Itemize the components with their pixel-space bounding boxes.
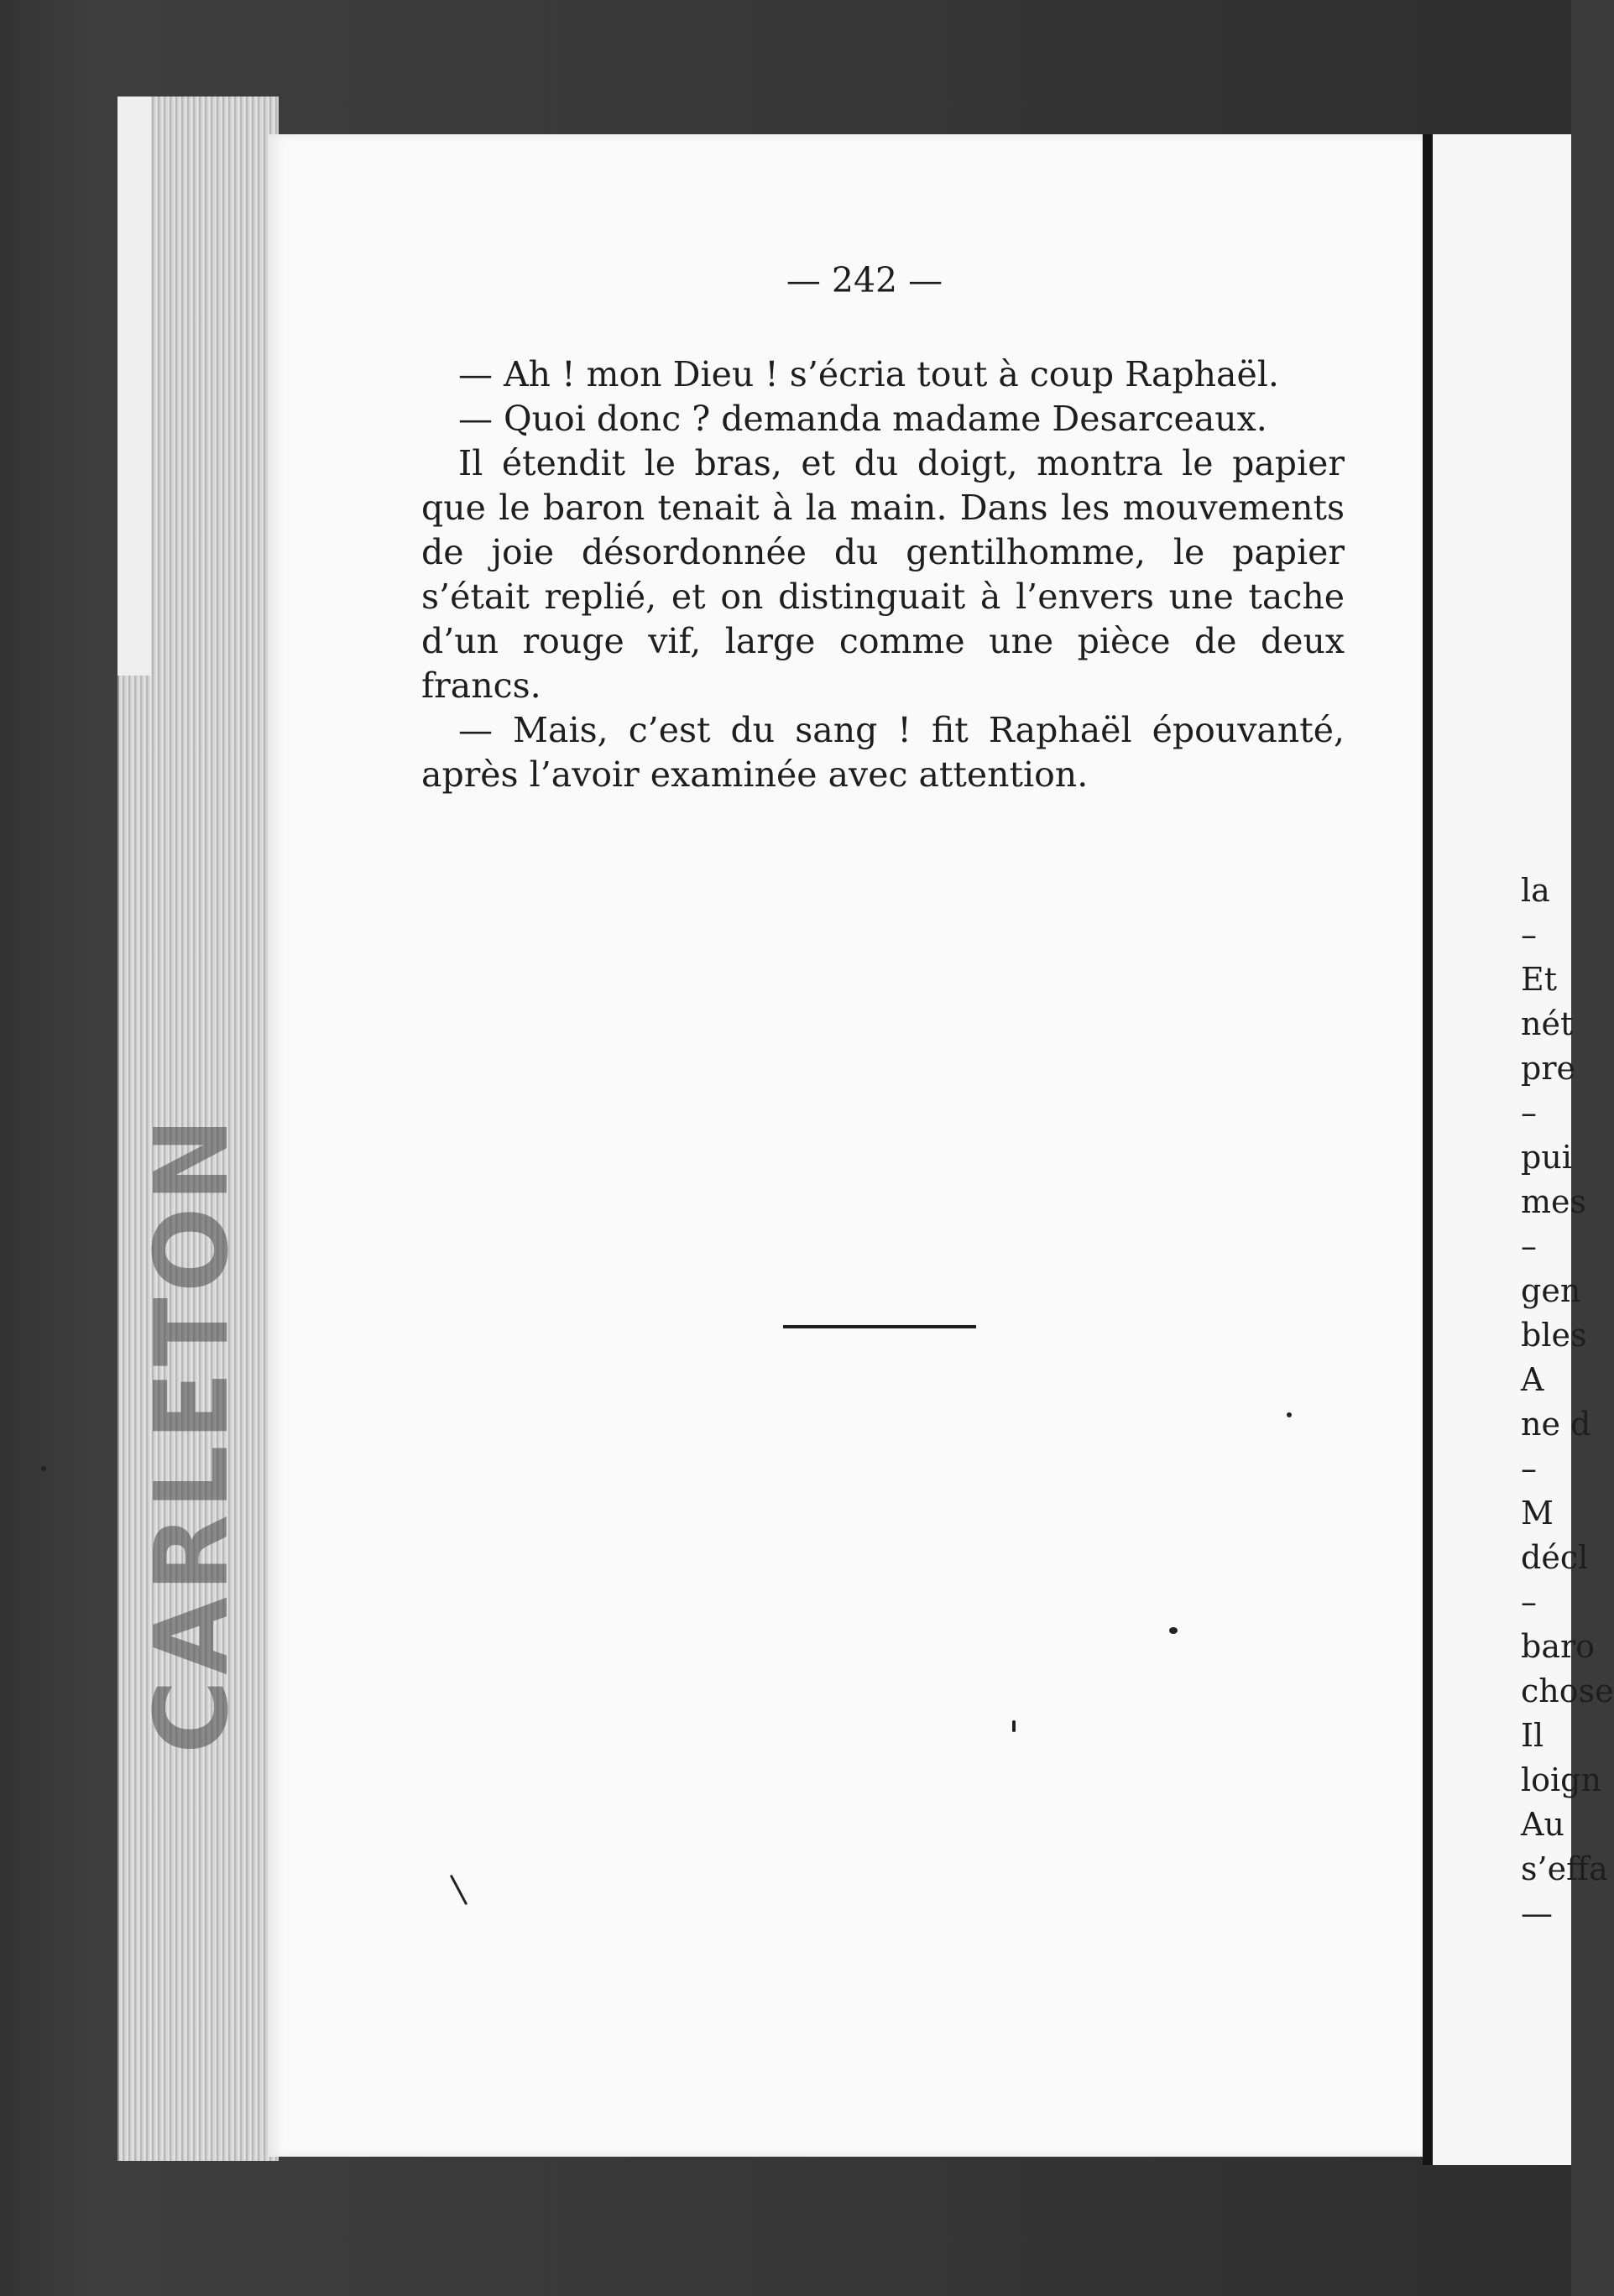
paragraph: — Quoi donc ? demanda madame Desarceaux. [458, 399, 1267, 439]
page-number: — 242 — [786, 260, 943, 300]
book-gutter [1423, 134, 1433, 2165]
fragment-line: pre [1521, 1050, 1575, 1087]
paragraph: — Mais, c’est du sang ! fit Raphaël épouvanté, après l’avoir examinée avec attention. [421, 710, 1345, 795]
fragment-line: baro [1521, 1628, 1596, 1665]
library-stamp: CARLETON [134, 1112, 251, 1754]
fragment-line: – [1521, 916, 1537, 953]
section-divider [783, 1325, 976, 1328]
fragment-line: ne d [1521, 1406, 1591, 1443]
paragraph: — Ah ! mon Dieu ! s’écria tout à coup Raphaël. [458, 354, 1279, 394]
next-page-fragments [1521, 869, 1614, 1936]
page-text [421, 352, 1345, 797]
scan-speck [1287, 1412, 1292, 1417]
fragment-line: loign [1521, 1761, 1601, 1798]
paragraph: Il étendit le bras, et du doigt, montra le papier que le baron tenait à la main. Dans les mouvements de joie désordonnée du gentilhomme, le papier s’était replié, et on distinguait à l’envers une tache d’un rouge vif, large comme une pièce de deux francs. [421, 443, 1345, 706]
fragment-line: la [1521, 872, 1550, 909]
fragment-line: s’effa [1521, 1850, 1608, 1887]
flyleaf [118, 97, 151, 676]
fragment-line: – [1521, 1584, 1537, 1620]
scan-speck [41, 1466, 46, 1471]
fragment-line: – [1521, 1094, 1537, 1131]
fragment-line: Il [1521, 1717, 1544, 1754]
fragment-line: — [1521, 1895, 1553, 1932]
fragment-line: gen [1521, 1272, 1581, 1309]
fragment-line: Au [1521, 1806, 1564, 1843]
fragment-line: Et [1521, 961, 1558, 998]
fragment-line: décl [1521, 1539, 1589, 1576]
fragment-line: – [1521, 1228, 1537, 1265]
fragment-line: nét [1521, 1005, 1574, 1042]
fragment-line: mes [1521, 1183, 1587, 1220]
fragment-line: chose [1521, 1672, 1614, 1709]
scan-speck [1169, 1627, 1178, 1634]
fragment-line: A [1521, 1361, 1544, 1398]
fragment-line: pui [1521, 1139, 1572, 1176]
scan-speck [1012, 1720, 1016, 1732]
fragment-line: – [1521, 1450, 1537, 1487]
fragment-line: M [1521, 1495, 1554, 1532]
fragment-line: bles [1521, 1317, 1587, 1354]
